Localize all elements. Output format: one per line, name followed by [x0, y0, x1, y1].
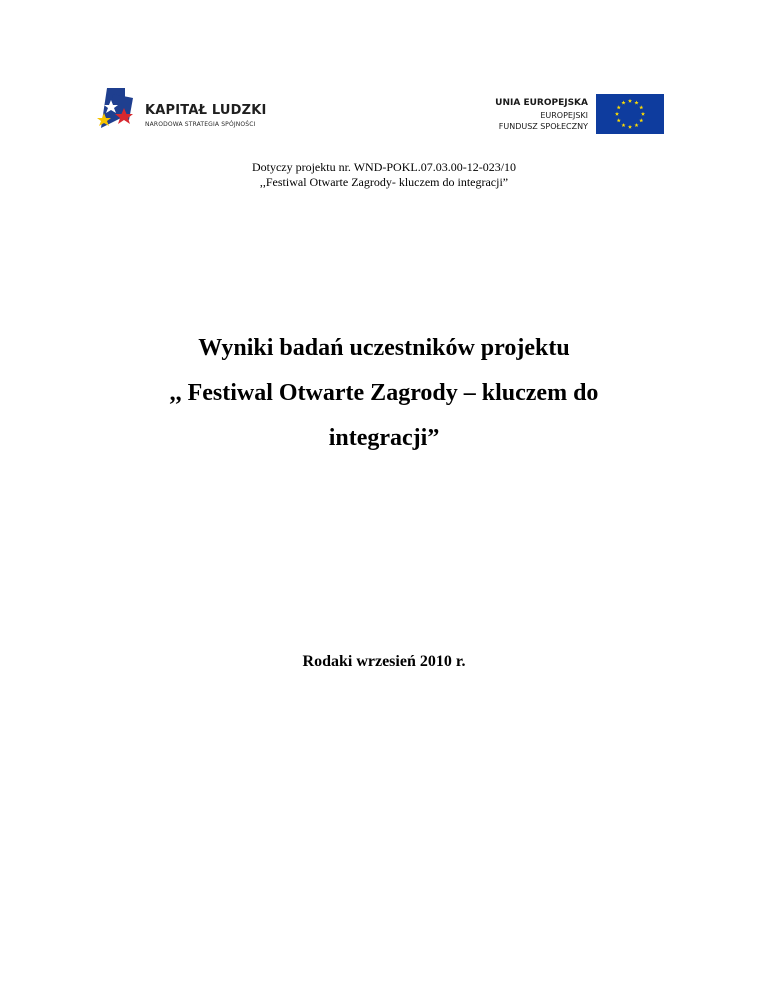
project-reference	[0, 160, 768, 190]
eu-flag-icon	[596, 94, 664, 134]
place-and-date: Rodaki wrzesień 2010 r.	[302, 653, 466, 670]
document-title	[0, 326, 768, 461]
document-title-line-1: Wyniki badań uczestników projektu	[198, 335, 570, 361]
kapital-ludzki-emblem-icon	[95, 86, 137, 136]
kapital-ludzki-subtitle: NARODOWA STRATEGIA SPÓJNOŚCI	[145, 121, 256, 128]
ue-logo-text	[470, 97, 588, 132]
project-name: ,,Festiwal Otwarte Zagrody- kluczem do integracji”	[259, 175, 509, 189]
document-title-line-3: integracji”	[328, 425, 440, 451]
ue-fund-line2: FUNDUSZ SPOŁECZNY	[498, 122, 588, 131]
kapital-ludzki-title: KAPITAŁ LUDZKI	[145, 103, 267, 118]
kapital-ludzki-logo	[95, 86, 275, 136]
document-title-line-2: ,, Festiwal Otwarte Zagrody – kluczem do	[169, 380, 599, 406]
ue-fund-line1: EUROPEJSKI	[540, 111, 588, 120]
project-number: Dotyczy projektu nr. WND-POKL.07.03.00-12-023/10	[251, 160, 517, 174]
ue-name: UNIA EUROPEJSKA	[495, 98, 588, 108]
